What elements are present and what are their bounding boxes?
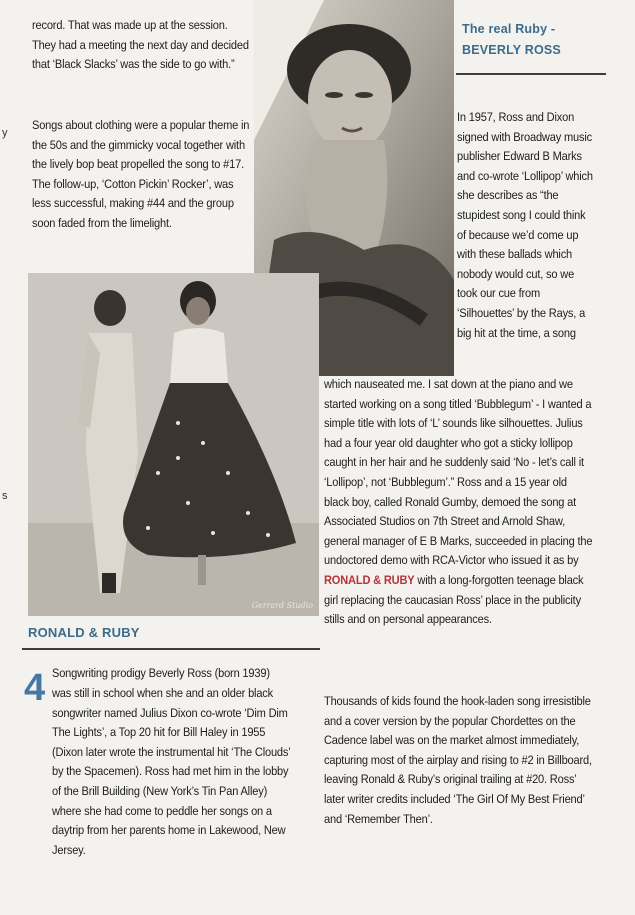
photo-caption: RONALD & RUBY [28, 625, 140, 640]
right-paragraph-1b-end: with a long-forgotten teenage black girl replacing the caucasian Ross’ place in the publicity stills and on personal appearances. [324, 572, 584, 627]
margin-fragment: s [2, 490, 8, 502]
left-paragraph-2: Songs about clothing were a popular theme in the 50s and the gimmicky vocal together with the lively bop beat propelled the song to #17. The follow-up, ‘Cotton Pickin’ Rocker’, was less successful, making #44 and the group soon faded from the limelight. [32, 118, 250, 230]
portrait-caption-rule [456, 73, 606, 75]
margin-fragment: y [2, 127, 8, 139]
section-number: 4 [24, 667, 46, 709]
section-lead: Songwriting prodigy Beverly Ross (born 1939) [52, 666, 270, 680]
section-body: was still in school when she and an older black songwriter named Julius Dixon co-wrote ‘Dim Dim The Lights’, a Top 20 hit for Bill Haley in 1955 (Dixon later wrote the instrumental hit ‘The Clouds’ by the Spacemen). Ross had met him in the lobby of the Brill Building (New York’s Tin Pan Alley) where she had come to peddle her songs on a daytrip from her parents home in Lakewood, New Jersey. [52, 686, 291, 857]
portrait-caption-line-2: BEVERLY ROSS [462, 43, 561, 57]
left-paragraph-1: record. That was made up at the session. They had a meeting the next day and decided that ‘Black Slacks’ was the side to go with.” [32, 18, 249, 72]
ronald-and-ruby-photo [28, 273, 319, 616]
right-paragraph-1b-text: which nauseated me. I sat down at the piano and we started working on a song titled ‘Bubblegum’ - I wanted a simple title with lots of ‘L’ sounds like silhouettes. Julius had a four year old daughter who got a sticky lollipop caught in her hair and he suddenly said ‘No - let’s call it ‘Lollipop’, not ‘Bubblegum’.” Ross and a 15 year old black boy, called Ronald Gumby, demoed the song at Associated Studios on 7th Street and Arnold Shaw, general manager of E B Marks, succeeded in placing the undoctored demo with RCA-Victor who issued it as by [324, 377, 593, 568]
photo-credit: Gerrard Studio [251, 601, 313, 610]
section-divider [22, 648, 320, 650]
right-paragraph-2: Thousands of kids found the hook-laden song irresistible and a cover version by the popular Chordettes on the Cadence label was on the market almost immediately, capturing most of the airplay and rising to #2 in Billboard, leaving Ronald & Ruby’s original trailing at #20. Ross’ later writer credits included ‘The Girl Of My Best Friend’ and ‘Remember Then’. [324, 694, 592, 826]
portrait-caption-line-1: The real Ruby - [462, 22, 556, 36]
right-paragraph-1b [324, 375, 594, 630]
ronald-ruby-highlight: RONALD & RUBY [324, 572, 415, 587]
right-paragraph-1a: In 1957, Ross and Dixon signed with Broadway music publisher Edward B Marks and co-wrote ‘Lollipop’ which she describes as “the stupidest song I could think of because we’d come up with these ballads which nobody would cut, so we took our cue from ‘Silhouettes’ by the Rays, a big hit at the time, a song [457, 110, 593, 340]
